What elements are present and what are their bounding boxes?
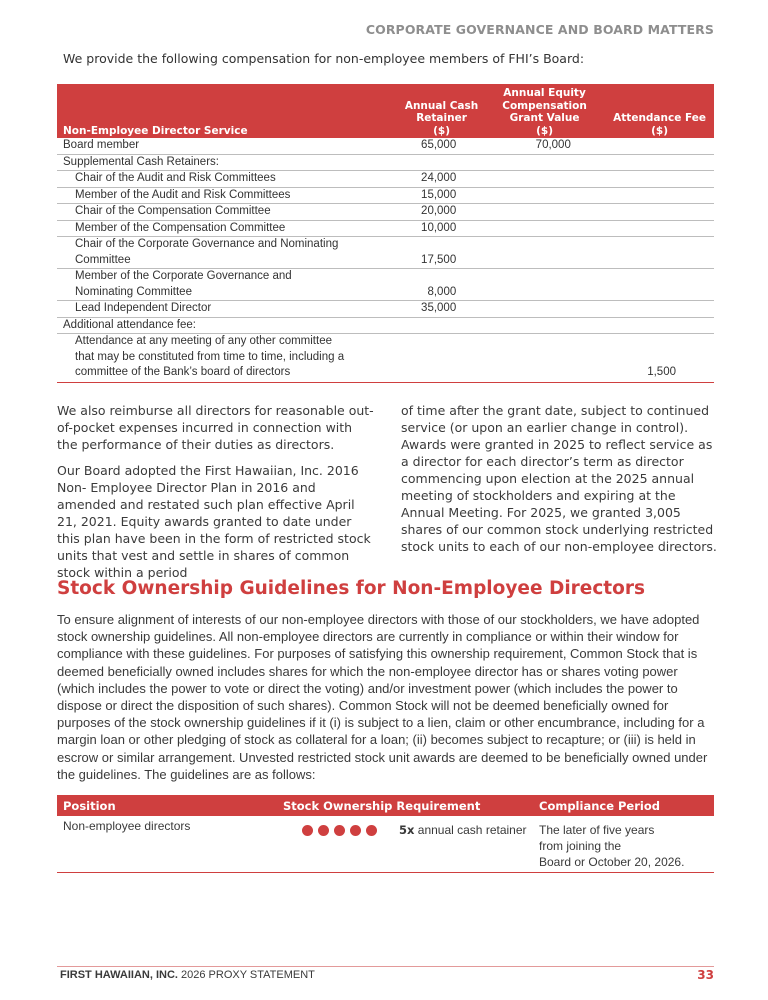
fee-value — [593, 317, 714, 334]
right-column-text — [401, 402, 721, 564]
dot-icon — [366, 825, 377, 836]
cash-value: 8,000 — [387, 269, 496, 301]
header-line: ($) — [651, 124, 668, 137]
cash-value: 20,000 — [387, 204, 496, 221]
cash-value — [387, 154, 496, 171]
row-label: Member of the Audit and Risk Committees — [57, 187, 387, 204]
fee-value: 1,500 — [593, 334, 714, 383]
cash-value: 65,000 — [387, 138, 496, 154]
header-line: Attendance Fee — [613, 112, 706, 124]
table-header-row — [57, 84, 714, 138]
cash-value — [387, 334, 496, 383]
equity-value — [496, 301, 593, 318]
table-row — [57, 269, 714, 301]
column-header-cash-retainer — [387, 84, 496, 138]
label-line: that may be constituted from time to time, including a — [75, 350, 345, 363]
fee-value — [593, 204, 714, 221]
requirement-cell — [277, 816, 533, 873]
equity-value — [496, 187, 593, 204]
page-number: 33 — [697, 968, 714, 982]
header-line: Compensation — [502, 99, 587, 112]
equity-value — [496, 154, 593, 171]
label-line: Nominating Committee — [75, 285, 192, 298]
running-header: CORPORATE GOVERNANCE AND BOARD MATTERS — [365, 22, 714, 37]
label-line: Committee — [75, 253, 131, 266]
row-label — [57, 334, 387, 383]
header-line: Retainer — [416, 112, 467, 124]
ownership-guidelines-table — [57, 795, 714, 873]
equity-value: 70,000 — [496, 138, 593, 154]
row-label: Supplemental Cash Retainers: — [57, 154, 387, 171]
fee-value — [593, 171, 714, 188]
left-column-text — [57, 402, 375, 590]
footer-divider — [57, 966, 714, 967]
row-label — [57, 269, 387, 301]
header-line: Grant Value — [509, 112, 580, 124]
section-heading: Stock Ownership Guidelines for Non-Employee Directors — [57, 578, 645, 599]
footer-document: 2026 PROXY STATEMENT — [181, 969, 315, 981]
director-compensation-table — [57, 84, 714, 383]
fee-value — [593, 220, 714, 237]
equity-value — [496, 317, 593, 334]
equity-value — [496, 220, 593, 237]
table-row — [57, 220, 714, 237]
fee-value — [593, 269, 714, 301]
requirement-basis: annual cash retainer — [417, 823, 527, 837]
column-header-service: Non-Employee Director Service — [57, 84, 387, 138]
label-line: Attendance at any meeting of any other committee — [75, 335, 332, 347]
table-row — [57, 154, 714, 171]
fee-value — [593, 187, 714, 204]
footer-company: FIRST HAWAIIAN, INC. — [60, 969, 178, 981]
cash-value: 35,000 — [387, 301, 496, 318]
column-header-requirement: Stock Ownership Requirement — [277, 795, 533, 816]
position-cell: Non-employee directors — [57, 816, 277, 873]
period-line: The later of five years — [539, 823, 655, 837]
row-label — [57, 237, 387, 269]
dot-icon — [318, 825, 329, 836]
equity-value — [496, 237, 593, 269]
table-row — [57, 301, 714, 318]
fee-value — [593, 138, 714, 154]
equity-value — [496, 269, 593, 301]
table-row — [57, 816, 714, 873]
table-row — [57, 237, 714, 269]
row-label: Chair of the Compensation Committee — [57, 204, 387, 221]
paragraph: We also reimburse all directors for reasonable out-of-pocket expenses incurred in connection with the performance of their duties as directors. — [57, 403, 374, 452]
cash-value — [387, 317, 496, 334]
row-label: Chair of the Audit and Risk Committees — [57, 171, 387, 188]
header-line: ($) — [433, 124, 450, 137]
cash-value: 10,000 — [387, 220, 496, 237]
label-line: Chair of the Corporate Governance and Nominating — [75, 238, 339, 250]
row-label: Lead Independent Director — [57, 301, 387, 318]
row-label: Additional attendance fee: — [57, 317, 387, 334]
table-row — [57, 317, 714, 334]
footer-title — [60, 969, 315, 981]
header-line: Annual Cash — [404, 99, 479, 112]
paragraph: of time after the grant date, subject to continued service (or upon an earlier change in control). Awards were granted in 2025 to reflect service as a director for each director’s term as director commencing upon election at the 2025 annual meeting of stockholders and expiring at the Annual Meeting. For 2025, we granted 3,005 shares of our common stock underlying restricted stock units to each of our non-employee directors. — [401, 403, 717, 554]
row-label: Board member — [57, 138, 387, 154]
fee-value — [593, 237, 714, 269]
dot-icon — [334, 825, 345, 836]
table-row — [57, 138, 714, 154]
header-line: ($) — [536, 124, 553, 137]
period-line: Board or October 20, 2026. — [539, 855, 685, 869]
equity-value — [496, 204, 593, 221]
fee-value — [593, 154, 714, 171]
compliance-period-cell — [533, 816, 714, 873]
cash-value: 17,500 — [387, 237, 496, 269]
label-line: committee of the Bank’s board of directors — [75, 366, 291, 378]
column-header-equity-grant — [496, 84, 593, 138]
cash-value: 15,000 — [387, 187, 496, 204]
ownership-paragraph: To ensure alignment of interests of our non-employee directors with those of our stockholders, we have adopted stock ownership guidelines. All non-employee directors are currently in compliance or within their window for compliance with these guidelines. For purposes of satisfying this ownership requirement, Common Stock that is deemed beneficially owned includes shares for which the non-employee director has or shares voting power (which includes the power to vote or direct the voting) and/or investment power (which includes the power to dispose or direct the disposition of such shares). Common Stock will not be deemed beneficially owned for purposes of the stock ownership guidelines if it (i) is subject to a lien, claim or other encumbrance, including for a margin loan or other pledging of stock as collateral for a loan; (ii) becomes subject to recapture; or (iii) is held in escrow or similar arrangement. Unvested restricted stock unit awards are deemed to be beneficially owned under the guidelines. The guidelines are as follows: — [57, 612, 708, 782]
requirement-dots-icon — [302, 825, 377, 836]
cash-value: 24,000 — [387, 171, 496, 188]
paragraph: Our Board adopted the First Hawaiian, Inc. 2016 Non- Employee Director Plan in 2016 and amended and restated such plan effective April 21, 2021. Equity awards granted to date under this plan have been in the form of restricted stock units that vest and settle in shares of common stock within a period — [57, 463, 371, 580]
column-header-attendance-fee — [593, 84, 714, 138]
equity-value — [496, 334, 593, 383]
label-line: Member of the Corporate Governance and — [75, 270, 292, 282]
row-label: Member of the Compensation Committee — [57, 220, 387, 237]
table-row — [57, 334, 714, 383]
dot-icon — [350, 825, 361, 836]
table-row — [57, 204, 714, 221]
period-line: from joining the — [539, 839, 622, 853]
table-row — [57, 171, 714, 188]
column-header-position: Position — [57, 795, 277, 816]
intro-text: We provide the following compensation for non-employee members of FHI’s Board: — [63, 51, 585, 66]
column-header-compliance-period: Compliance Period — [533, 795, 714, 816]
dot-icon — [302, 825, 313, 836]
header-line: Annual Equity — [503, 87, 586, 99]
requirement-multiple: 5x — [399, 823, 415, 837]
table-row — [57, 187, 714, 204]
equity-value — [496, 171, 593, 188]
table-header-row — [57, 795, 714, 816]
fee-value — [593, 301, 714, 318]
